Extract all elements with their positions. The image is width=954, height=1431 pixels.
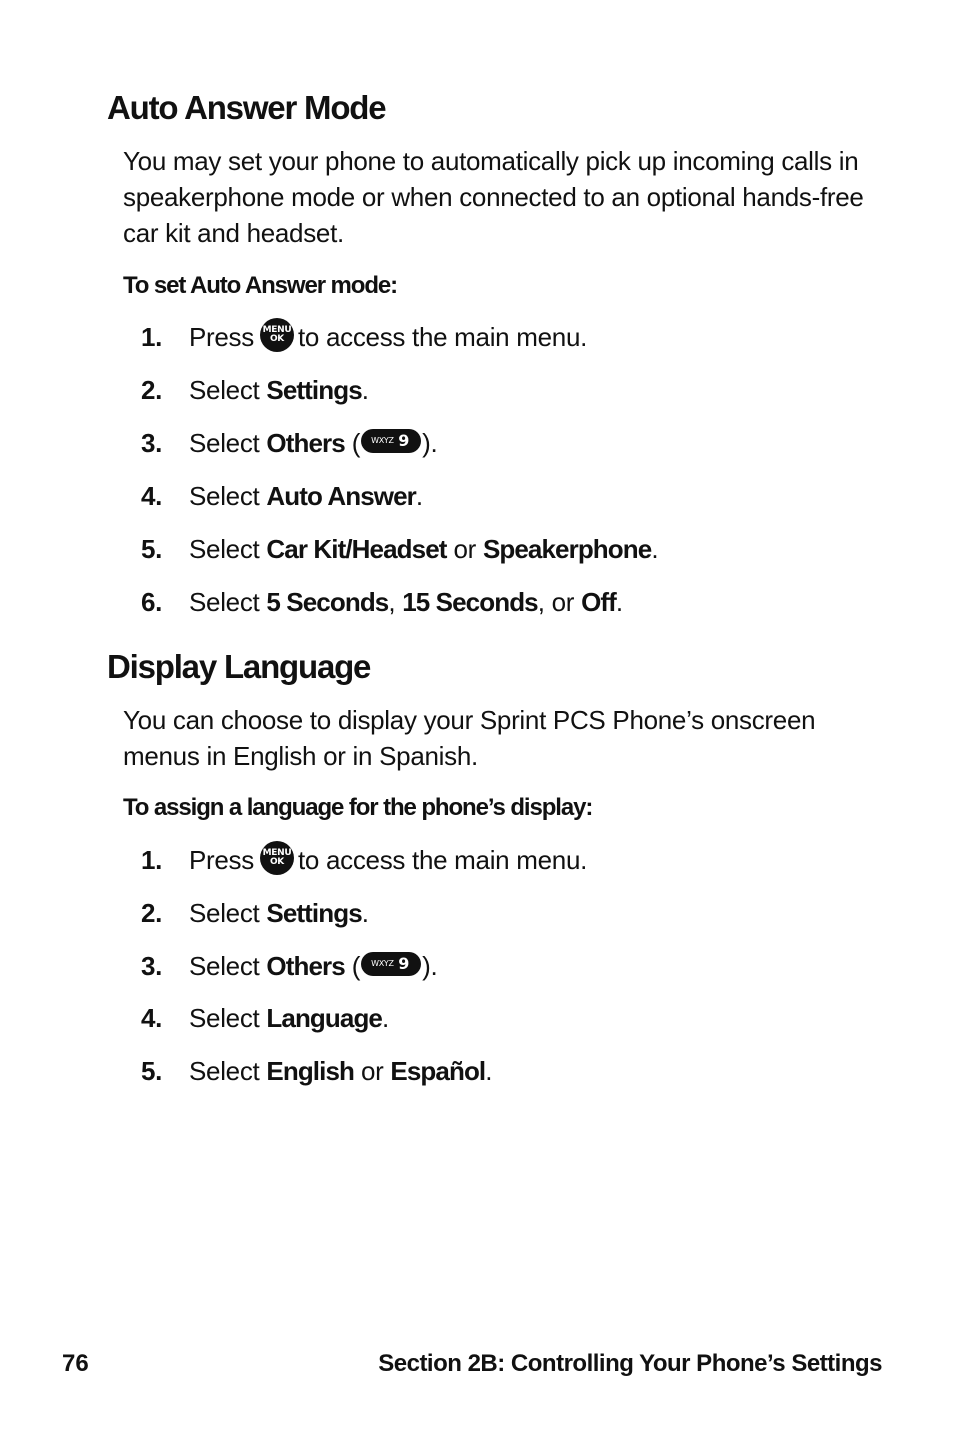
menu-option-others: Others xyxy=(266,427,345,458)
step-number: 4. xyxy=(141,1002,163,1033)
section-intro-display-language: You can choose to display your Sprint PCS Phone’s onscreen menus in English or in Spanish. xyxy=(123,705,816,771)
punctuation: ). xyxy=(422,950,438,981)
procedure-lead-auto-answer: To set Auto Answer mode: xyxy=(123,272,398,299)
key-9-digit: 9 xyxy=(398,954,410,973)
step-text: Select xyxy=(189,1055,260,1086)
page-number: 76 xyxy=(62,1350,89,1377)
punctuation: . xyxy=(651,533,659,564)
menu-ok-key-icon xyxy=(260,841,294,875)
step-text: Select xyxy=(189,427,260,458)
step-item xyxy=(141,532,658,566)
step-text: Select xyxy=(189,897,260,928)
key-9-letters: WXYZ xyxy=(371,959,394,968)
punctuation: . xyxy=(361,374,369,405)
step-number: 1. xyxy=(141,844,163,875)
step-text: to access the main menu. xyxy=(297,321,588,352)
menu-option-off: Off xyxy=(581,586,616,617)
menu-option-speakerphone: Speakerphone xyxy=(482,533,652,564)
step-item xyxy=(141,1054,492,1088)
step-item xyxy=(141,949,437,983)
menu-option-car-kit-headset: Car Kit/Headset xyxy=(266,533,447,564)
step-number: 4. xyxy=(141,480,163,511)
key-9-digit: 9 xyxy=(398,431,410,450)
step-item xyxy=(141,426,437,460)
section-heading-auto-answer: Auto Answer Mode xyxy=(107,89,386,126)
menu-option-others: Others xyxy=(266,950,345,981)
step-text: Select xyxy=(189,1002,260,1033)
section-heading-display-language: Display Language xyxy=(107,648,371,685)
step-number: 1. xyxy=(141,321,163,352)
step-text: or xyxy=(453,533,476,564)
punctuation: ( xyxy=(351,427,361,458)
step-number: 2. xyxy=(141,897,163,928)
menu-option-5-seconds: 5 Seconds xyxy=(266,586,389,617)
step-text: Select xyxy=(189,586,260,617)
step-text: or xyxy=(360,1055,384,1086)
menu-option-settings: Settings xyxy=(266,897,362,928)
punctuation: ( xyxy=(351,950,361,981)
punctuation: . xyxy=(485,1055,493,1086)
menu-ok-key-icon xyxy=(260,318,294,352)
step-text: , or xyxy=(537,586,575,617)
ok-key-label: OK xyxy=(269,857,284,867)
menu-option-auto-answer: Auto Answer xyxy=(266,480,416,511)
menu-option-15-seconds: 15 Seconds xyxy=(402,586,538,617)
step-item xyxy=(141,585,623,619)
menu-option-english: English xyxy=(266,1055,355,1086)
key-9-icon xyxy=(361,952,421,976)
step-number: 5. xyxy=(141,533,163,564)
step-number: 3. xyxy=(141,427,163,458)
step-number: 6. xyxy=(141,586,163,617)
step-number: 3. xyxy=(141,950,163,981)
key-9-letters: WXYZ xyxy=(371,436,394,445)
step-text: Select xyxy=(189,374,260,405)
punctuation: , xyxy=(388,586,396,617)
punctuation: . xyxy=(382,1002,389,1033)
menu-key-label: MENU xyxy=(262,325,292,335)
step-text: Select xyxy=(189,480,260,511)
step-text: Press xyxy=(189,844,254,875)
step-text: Press xyxy=(189,321,254,352)
step-number: 5. xyxy=(141,1055,163,1086)
procedure-lead-display-language: To assign a language for the phone’s display: xyxy=(123,794,593,821)
step-item xyxy=(141,1001,389,1035)
menu-option-settings: Settings xyxy=(266,374,362,405)
section-intro-auto-answer: You may set your phone to automatically pick up incoming calls in speakerphone mode or when connected to an optional hands-free car kit and headset. xyxy=(123,146,864,248)
ok-key-label: OK xyxy=(269,334,284,344)
key-9-icon xyxy=(361,429,421,453)
step-text: Select xyxy=(189,950,260,981)
menu-option-espanol: Español xyxy=(390,1055,486,1086)
step-item xyxy=(141,896,369,930)
step-item xyxy=(141,320,587,354)
punctuation: ). xyxy=(422,427,438,458)
step-text: Select xyxy=(189,533,260,564)
punctuation: . xyxy=(361,897,369,928)
step-item xyxy=(141,843,587,877)
step-number: 2. xyxy=(141,374,163,405)
section-footer-title: Section 2B: Controlling Your Phone’s Settings xyxy=(378,1350,882,1377)
step-text: to access the main menu. xyxy=(297,844,588,875)
menu-option-language: Language xyxy=(266,1002,382,1033)
step-item xyxy=(141,479,423,513)
punctuation: . xyxy=(415,480,423,511)
menu-key-label: MENU xyxy=(262,848,292,858)
punctuation: . xyxy=(615,586,623,617)
step-item xyxy=(141,373,369,407)
